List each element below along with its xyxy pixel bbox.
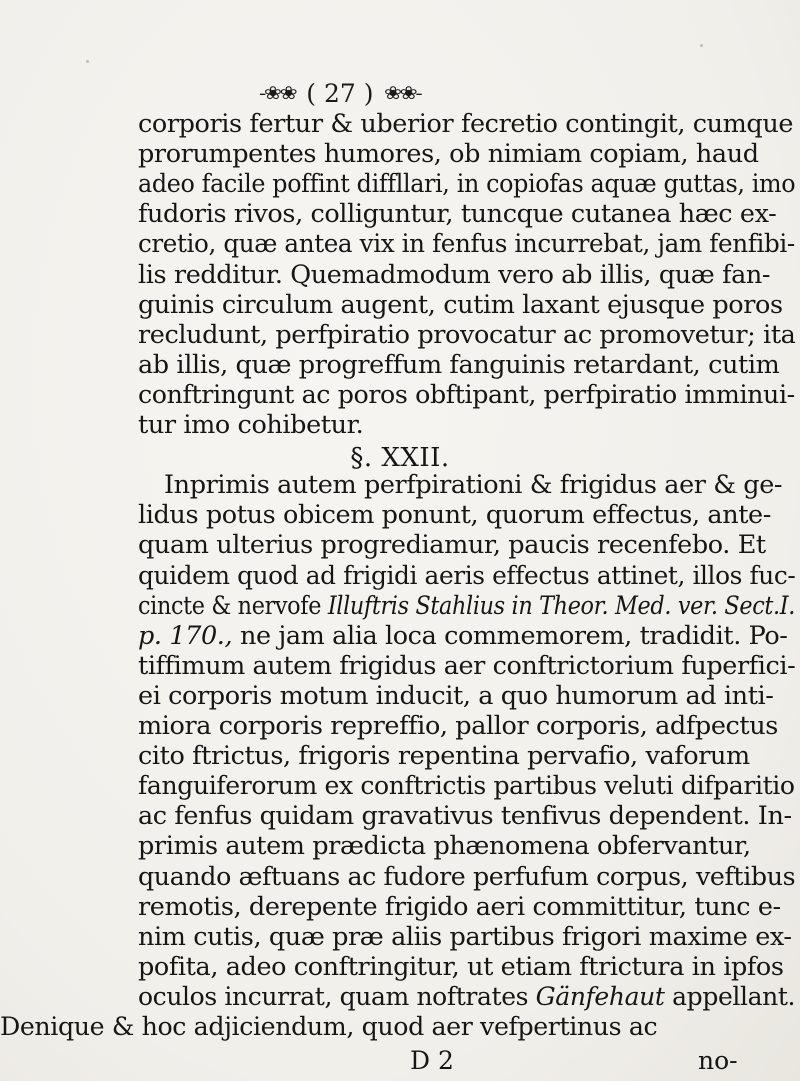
text-line: cito ftrictus, frigoris repentina pervafio, vaforum [138, 741, 750, 771]
page-number: ( 27 ) [306, 79, 374, 108]
text-line: fudoris rivos, colliguntur, tuncque cutanea hæc ex- [138, 199, 777, 229]
text-fragment: ne jam alia loca commemorem, tradidit. Po- [239, 621, 788, 651]
text-line: fanguiferorum ex conftrictis partibus veluti difparitio [138, 771, 795, 801]
text-line: quando æftuans ac fudore perfufum corpus, veftibus [138, 862, 796, 892]
italic-page-ref: p. 170., [138, 621, 233, 651]
text-line [138, 622, 788, 650]
text-line: ab illis, quæ progreffum fanguinis retardant, cutim [138, 350, 780, 380]
text-line: lidus potus obicem ponunt, quorum effectus, ante- [138, 500, 771, 530]
italic-citation: Illuftris Stahlius in Theor. Med. ver. Sect.I. [327, 591, 795, 621]
ornament-left-icon: -❀❀ [258, 83, 296, 104]
catchword: no- [698, 1046, 738, 1075]
text-line [138, 983, 795, 1011]
text-line: quidem quod ad frigidi aeris effectus attinet, illos fuc- [138, 561, 796, 591]
text-line: tiffimum autem frigidus aer conftrictorium fuperfici- [138, 651, 796, 681]
text-line: cretio, quæ antea vix in fenfus incurrebat, jam fenfibi- [138, 229, 795, 259]
text-line: lis redditur. Quemadmodum vero ab illis, quæ fan- [138, 260, 771, 290]
text-line: corporis fertur & uberior fecretio contingit, cumque [138, 109, 794, 139]
signature-mark: D 2 [410, 1046, 454, 1075]
text-fragment: appellant. [672, 982, 796, 1012]
text-line: primis autem prædicta phænomena obfervantur, [138, 831, 751, 861]
paper-speck [700, 44, 703, 47]
text-fragment: oculos incurrat, quam noftrates [138, 982, 529, 1012]
text-line: tur imo cohibetur. [138, 410, 364, 440]
text-line: Denique & hoc adjiciendum, quod aer vefpertinus ac [0, 1012, 658, 1042]
section-heading: §. XXII. [350, 443, 450, 473]
text-line: conftringunt ac poros obftipant, perfpiratio imminui- [138, 380, 795, 410]
text-line: guinis circulum augent, cutim laxant ejusque poros [138, 290, 783, 320]
text-line: remotis, derepente frigido aeri committitur, tunc e- [138, 892, 781, 922]
page-header [258, 78, 482, 110]
text-line: quam ulterius progrediamur, paucis recenfebo. Et [138, 530, 766, 560]
text-line: nim cutis, quæ præ aliis partibus frigori maxime ex- [138, 922, 792, 952]
text-line: ac fenfus quidam gravativus tenfivus dependent. In- [138, 801, 792, 831]
text-line: pofita, adeo conftringitur, ut etiam ftrictura in ipfos [138, 952, 784, 982]
text-fragment: cincte & nervofe [138, 591, 322, 621]
paper-speck [86, 60, 89, 63]
italic-term: Gänfehaut [535, 982, 665, 1012]
text-line: prorumpentes humores, ob nimiam copiam, haud [138, 139, 759, 169]
text-line: adeo facile poffint diffllari, in copiofas aquæ guttas, imo [138, 169, 796, 199]
text-line: Inprimis autem perfpirationi & frigidus aer & ge- [164, 470, 783, 500]
text-line: ei corporis motum inducit, a quo humorum ad inti- [138, 681, 774, 711]
text-line: recludunt, perfpiratio provocatur ac promovetur; ita [138, 320, 796, 350]
ornament-right-icon: ❀❀- [384, 83, 421, 104]
text-line [138, 592, 795, 620]
text-line: miora corporis repreffio, pallor corporis, adfpectus [138, 711, 778, 741]
